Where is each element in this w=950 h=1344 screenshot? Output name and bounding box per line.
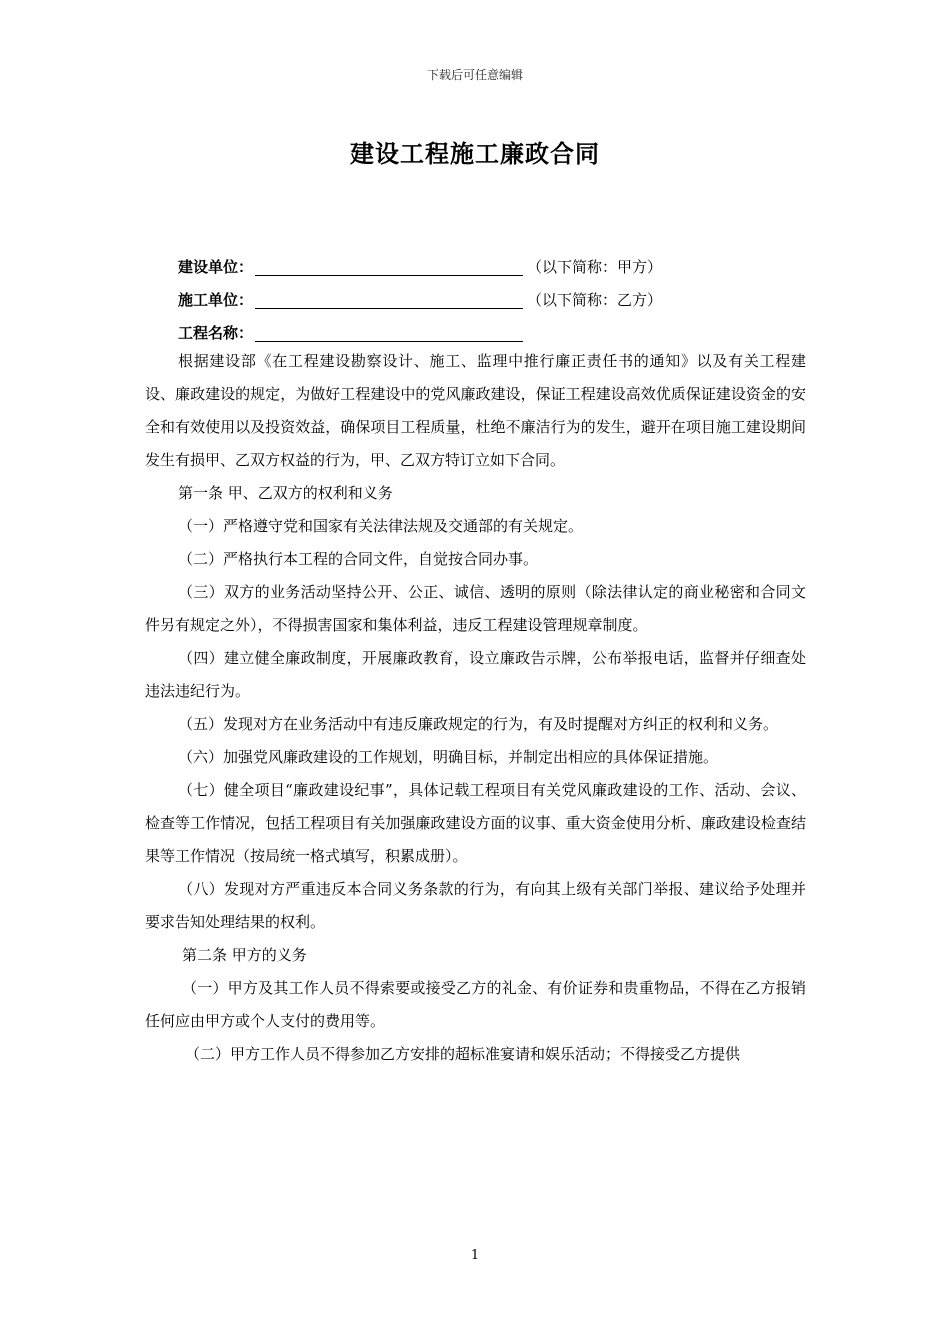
field-label: 建设单位： — [178, 258, 254, 276]
document-body — [145, 345, 806, 1071]
clause-1-6: （六）加强党风廉政建设的工作规划，明确目标，并制定出相应的具体保证措施。 — [178, 748, 719, 766]
clause-1-3: （三）双方的业务活动坚持公开、公正、诚信、透明的原则（除法律认定的商业秘密和合同文件另有规定之外），不得损害国家和集体利益，违反工程建设管理规章制度。 — [145, 583, 806, 634]
article-heading-1: 第一条 甲、乙双方的权利和义务 — [178, 484, 393, 502]
clause-1-1: （一）严格遵守党和国家有关法律法规及交通部的有关规定。 — [178, 517, 584, 535]
clause-1-2: （二）严格执行本工程的合同文件，自觉按合同办事。 — [178, 550, 539, 568]
document-title: 建设工程施工廉政合同 — [350, 139, 600, 168]
field-note: （以下简称：乙方） — [527, 291, 663, 309]
blank-line — [255, 257, 523, 276]
field-row-contractor-unit — [178, 283, 818, 316]
paragraph-intro: 根据建设部《在工程建设勘察设计、施工、监理中推行廉正责任书的通知》以及有关工程建设、廉政建设的规定，为做好工程建设中的党风廉政建设，保证工程建设高效优质保证建设资金的安全和有效使用以及投资效益，确保项目工程质量，杜绝不廉洁行为的发生，避开在项目施工建设期间发生有损甲、乙双方权益的行为，甲、乙双方特订立如下合同。 — [145, 352, 806, 469]
page-number: 1 — [470, 1248, 480, 1263]
blank-line — [255, 323, 523, 342]
clause-1-5: （五）发现对方在业务活动中有违反廉政规定的行为，有及时提醒对方纠正的权利和义务。 — [178, 715, 779, 733]
header-note: 下载后可任意编辑 — [426, 68, 523, 82]
field-label: 工程名称： — [178, 324, 254, 342]
field-label: 施工单位： — [178, 291, 254, 309]
party-fields — [178, 250, 818, 349]
article-heading-2: 第二条 甲方的义务 — [182, 946, 307, 964]
clause-1-4: （四）建立健全廉政制度，开展廉政教育，设立廉政告示牌，公布举报电话，监督并仔细查处违法违纪行为。 — [145, 649, 806, 700]
clause-1-8: （八）发现对方严重违反本合同义务条款的行为，有向其上级有关部门举报、建议给予处理并要求告知处理结果的权利。 — [145, 880, 806, 931]
blank-line — [255, 290, 523, 309]
field-row-construction-unit — [178, 250, 818, 283]
clause-2-2: （二）甲方工作人员不得参加乙方安排的超标准宴请和娱乐活动；不得接受乙方提供 — [185, 1045, 741, 1063]
field-note: （以下简称：甲方） — [527, 258, 663, 276]
clause-2-1: （一）甲方及其工作人员不得索要或接受乙方的礼金、有价证券和贵重物品，不得在乙方报销任何应由甲方或个人支付的费用等。 — [145, 979, 806, 1030]
clause-1-7: （七）健全项目“廉政建设纪事”，具体记载工程项目有关党风廉政建设的工作、活动、会议、检查等工作情况，包括工程项目有关加强廉政建设方面的议事、重大资金使用分析、廉政建设检查结果等工作情况（按局统一格式填写，积累成册）。 — [145, 781, 806, 865]
